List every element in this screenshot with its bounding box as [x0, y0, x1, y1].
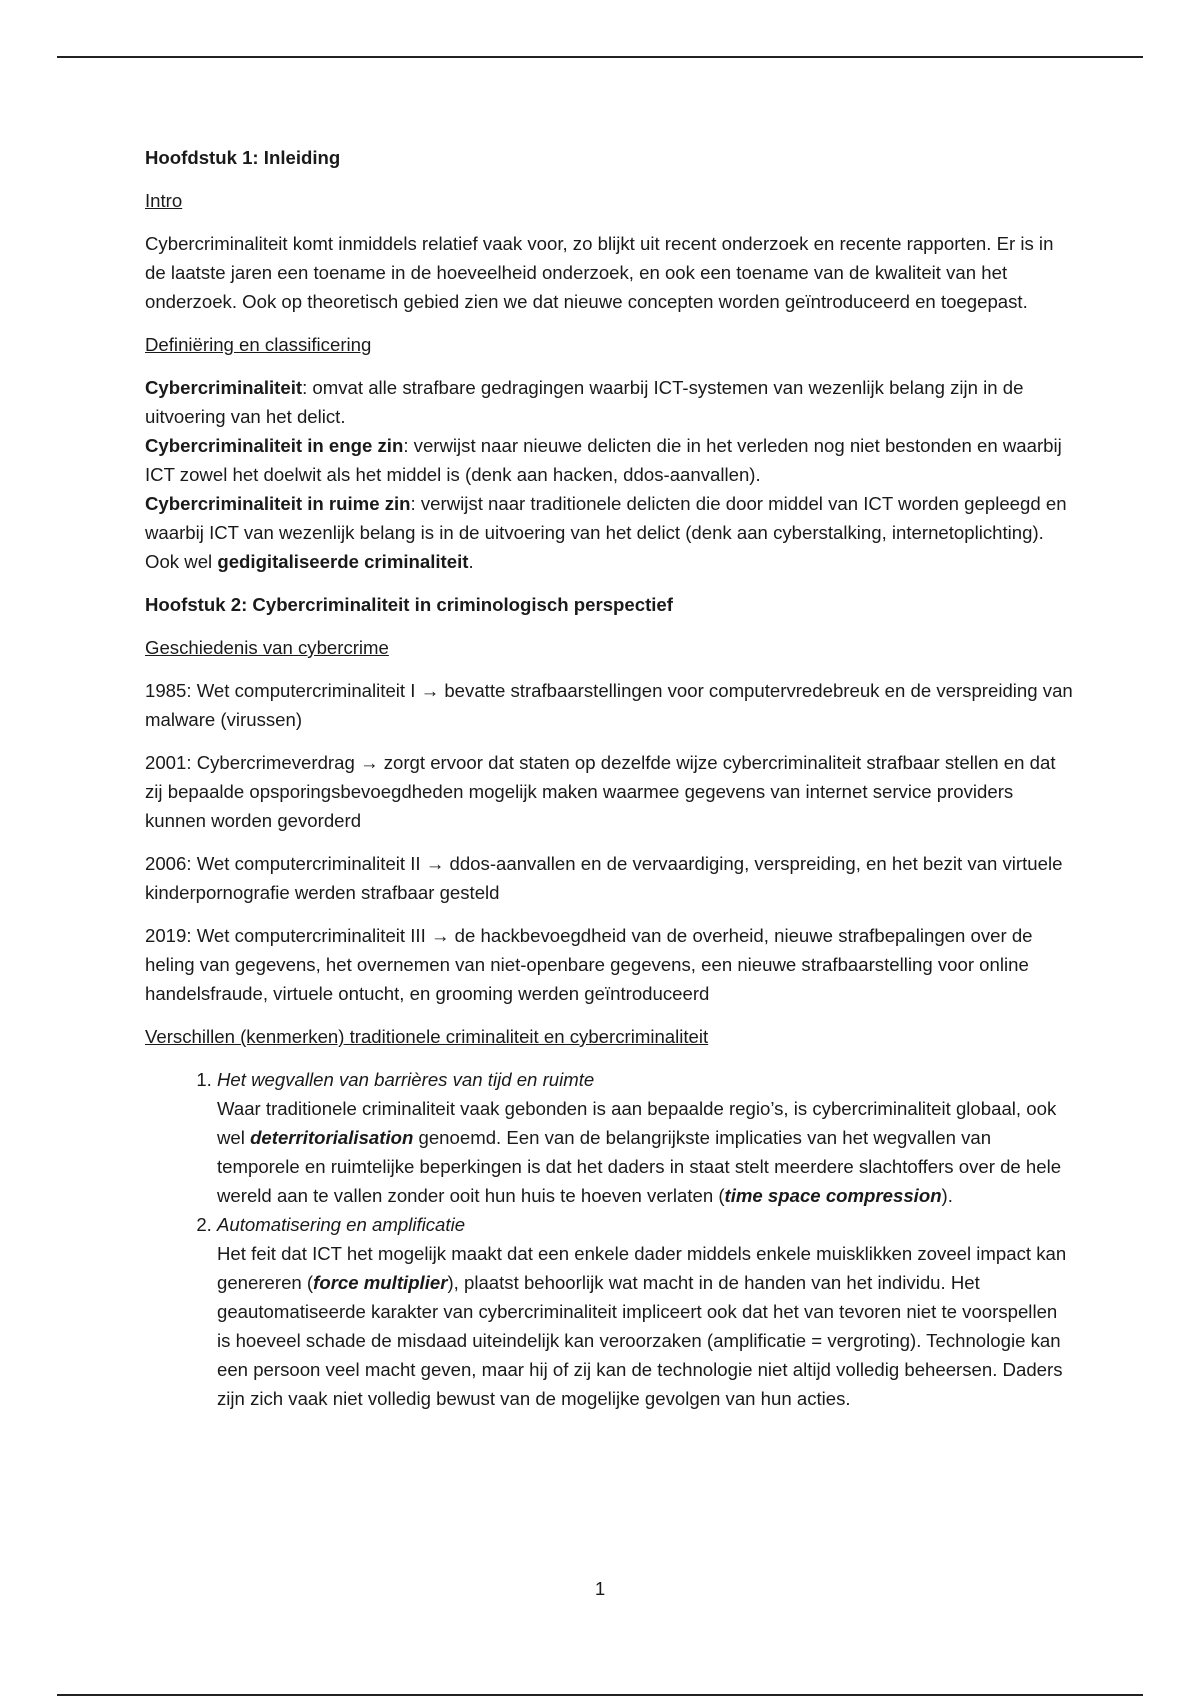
definition-3-term: Cybercriminaliteit in ruime zin	[145, 493, 411, 514]
intro-paragraph: Cybercriminaliteit komt inmiddels relatief vaak voor, zo blijkt uit recent onderzoek en recente rapporten. Er is in de laatste jaren een toename in de hoeveelheid onderzoek, en ook een toename van de kwaliteit van het onderzoek. Ook op theoretisch gebied zien we dat nieuwe concepten worden geïntroduceerd en toegepast.	[145, 233, 1054, 312]
list-item-text: Waar traditionele criminaliteit vaak gebonden is aan bepaalde regio’s, is cybercriminaliteit globaal, ook wel	[217, 1098, 1057, 1148]
page-number: 1	[594, 1578, 606, 1599]
differences-heading: Verschillen (kenmerken) traditionele criminaliteit en cybercriminaliteit	[145, 1026, 709, 1047]
intro-heading: Intro	[145, 190, 183, 211]
definition-3	[145, 489, 1075, 576]
term-deterritorialisation: deterritorialisation	[250, 1127, 414, 1148]
definition-2-text: : verwijst naar nieuwe delicten die in het verleden nog niet bestonden en waarbij ICT zowel het doelwit als het middel is (denk aan hacken, ddos-aanvallen).	[145, 435, 1062, 485]
definition-1	[145, 373, 1075, 431]
definition-heading: Definiëring en classificering	[145, 334, 372, 355]
header-rule	[57, 56, 1143, 58]
term-time-space-compression: time space compression	[724, 1185, 942, 1206]
history-entry-2001: 2001: Cybercrimeverdrag → zorgt ervoor dat staten op dezelfde wijze cybercriminaliteit strafbaar stellen en dat zij bepaalde opsporingsbevoegdheden mogelijk maken waarmee gegevens van internet service providers kunnen worden gevorderd	[145, 752, 1056, 831]
definition-3-text: : verwijst naar traditionele delicten die door middel van ICT worden gepleegd en waarbij ICT van wezenlijk belang is in de uitvoering van het delict (denk aan cyberstalking, internetoplichting). Ook wel	[145, 493, 1067, 572]
definition-3-end: .	[468, 551, 474, 572]
page-body	[145, 143, 1075, 1413]
list-item-text: ), plaatst behoorlijk wat macht in de handen van het individu. Het geautomatiseerde karakter van cybercriminaliteit impliceert ook dat het van tevoren niet te voorspellen is hoeveel schade de misdaad uiteindelijk kan veroorzaken (amplificatie = vergroting). Technologie kan een persoon veel macht geven, maar hij of zij kan de technologie niet altijd volledig beheersen. Daders zijn zich vaak niet volledig bewust van de mogelijke gevolgen van hun acties.	[217, 1272, 1063, 1409]
list-item-title: 2. Automatisering en amplificatie	[217, 1214, 466, 1235]
list-item-text: genoemd. Een van de belangrijkste implicaties van het wegvallen van temporele en ruimtelijke beperkingen is dat het daders in staat stelt meerdere slachtoffers over de hele wereld aan te vallen zonder ooit hun huis te hoeven verlaten (	[217, 1127, 1062, 1206]
chapter-2-title: Hoofstuk 2: Cybercriminaliteit in criminologisch perspectief	[145, 594, 673, 615]
footer-rule	[57, 1694, 1143, 1696]
term-force-multiplier: force multiplier	[313, 1272, 448, 1293]
chapter-1-title: Hoofdstuk 1: Inleiding	[145, 147, 341, 168]
definition-2-term: Cybercriminaliteit in enge zin	[145, 435, 404, 456]
history-entry-2019: 2019: Wet computercriminaliteit III → de hackbevoegdheid van de overheid, nieuwe strafbepalingen over de heling van gegevens, het overnemen van niet-openbare gegevens, een nieuwe strafbaarstelling voor online handelsfraude, virtuele ontucht, en grooming werden geïntroduceerd	[145, 925, 1033, 1004]
list-item	[217, 1210, 1075, 1413]
definition-2	[145, 431, 1075, 489]
history-heading: Geschiedenis van cybercrime	[145, 637, 389, 658]
list-item	[217, 1065, 1075, 1210]
definition-1-text: : omvat alle strafbare gedragingen waarbij ICT-systemen van wezenlijk belang zijn in de uitvoering van het delict.	[145, 377, 1024, 427]
list-item-text: ).	[941, 1185, 953, 1206]
list-item-text: Het feit dat ICT het mogelijk maakt dat een enkele dader middels enkele muisklikken zoveel impact kan genereren (	[217, 1243, 1067, 1293]
list-item-title: 1. Het wegvallen van barrières van tijd en ruimte	[217, 1069, 595, 1090]
definitions-block	[145, 373, 1075, 576]
differences-list	[145, 1065, 1075, 1413]
definition-3-term-2: gedigitaliseerde criminaliteit	[217, 551, 469, 572]
history-entry-2006: 2006: Wet computercriminaliteit II → ddos-aanvallen en de vervaardiging, verspreiding, en het bezit van virtuele kinderpornografie werden strafbaar gesteld	[145, 853, 1063, 903]
history-entry-1985: 1985: Wet computercriminaliteit I → bevatte strafbaarstellingen voor computervredebreuk en de verspreiding van malware (virussen)	[145, 680, 1073, 730]
definition-1-term: Cybercriminaliteit	[145, 377, 303, 398]
